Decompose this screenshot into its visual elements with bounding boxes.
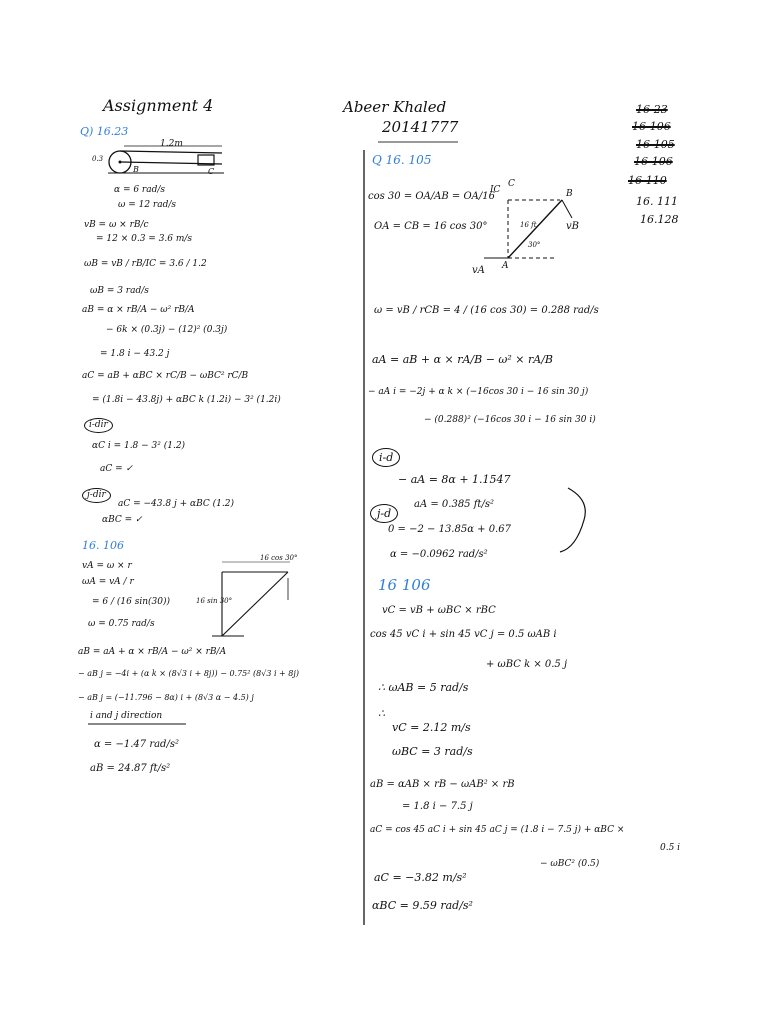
fig-angle-label: 30° bbox=[528, 241, 541, 249]
fig-point-b: B bbox=[133, 165, 139, 174]
checklist-item: 16-23 bbox=[636, 103, 668, 116]
bar-bottom bbox=[120, 162, 222, 164]
fig-va-label: vA bbox=[472, 265, 485, 276]
fig-length-label: 1.2m bbox=[160, 139, 183, 149]
q1623-line: aC = ✓ bbox=[100, 464, 134, 474]
q1623-line: αC i = 1.8 − 3² (1.2) bbox=[92, 441, 186, 451]
checklist-item: 16-110 bbox=[628, 174, 667, 187]
q16106-line: i and j direction bbox=[90, 711, 163, 721]
q1623-line: − 6k × (0.3j) − (12)² (0.3j) bbox=[106, 325, 228, 335]
q16106b-line: = 1.8 i − 7.5 j bbox=[402, 801, 473, 812]
q16105-line: OA = CB = 16 cos 30° bbox=[374, 221, 488, 232]
q1623-line: ωB = 3 rad/s bbox=[90, 286, 149, 296]
q16106-line: − aB j = −4i + (α k × (8√3 i + 8j)) − 0.75² (8√3 i + 8j) bbox=[78, 669, 299, 678]
q16106-line: ω = 0.75 rad/s bbox=[88, 619, 155, 629]
q16106b-line: ∴ bbox=[378, 707, 385, 720]
q1623-line: αBC = ✓ bbox=[102, 515, 143, 525]
q16105-line: aA = 0.385 ft/s² bbox=[414, 499, 494, 510]
q16106b-line: ∴ ωAB = 5 rad/s bbox=[378, 681, 469, 694]
fig-dim-top: 16 cos 30° bbox=[260, 554, 298, 562]
q16105-heading: Q 16. 105 bbox=[372, 153, 432, 167]
fig-radius-label: 0.3 bbox=[92, 155, 104, 163]
fig-a-label: A bbox=[502, 261, 509, 271]
q16105-line: aA = aB + α × rA/B − ω² × rA/B bbox=[372, 353, 553, 366]
q16106b-line: − ωBC² (0.5) bbox=[540, 859, 600, 869]
vb-arrow bbox=[562, 200, 572, 218]
bar-ab bbox=[508, 200, 562, 258]
fig-length-label: 16 ft bbox=[520, 221, 537, 229]
q16105-line: j-d bbox=[370, 504, 398, 523]
q16106-line: aB = 24.87 ft/s² bbox=[90, 763, 171, 774]
fig-dim-side: 16 sin 30° bbox=[196, 597, 233, 605]
checklist-item: 16. 111 bbox=[636, 195, 678, 208]
q16105-line: α = −0.0962 rad/s² bbox=[390, 549, 488, 560]
q16105-line: ω = vB / rCB = 4 / (16 cos 30) = 0.288 rad/s bbox=[374, 305, 599, 316]
q16105-line: i-d bbox=[372, 448, 400, 467]
q16106-line: ωA = vA / r bbox=[82, 577, 134, 587]
q16106-line: vA = ω × r bbox=[82, 561, 132, 571]
q16106b-line: ωBC = 3 rad/s bbox=[392, 745, 473, 758]
q16106b-line: aB = αAB × rB − ωAB² × rB bbox=[370, 779, 515, 790]
figure-16-105 bbox=[484, 200, 572, 258]
q1623-line: = (1.8i − 43.8j) + αBC k (1.2i) − 3² (1.2i) bbox=[92, 395, 281, 405]
fig-b-label: B bbox=[566, 189, 573, 199]
q16106b-line: αBC = 9.59 rad/s² bbox=[372, 899, 473, 912]
fig-ic-label: IC bbox=[490, 185, 501, 195]
q1623-line: j-dir bbox=[82, 488, 111, 503]
bar-top bbox=[120, 151, 222, 153]
brace-stroke bbox=[560, 488, 585, 552]
fig-c-label: C bbox=[508, 179, 515, 189]
q16106-line: − aB j = (−11.796 − 8α) i + (8√3 α − 4.5) j bbox=[78, 693, 254, 702]
assignment-title: Assignment 4 bbox=[103, 96, 214, 115]
q1623-line: vB = ω × rB/c bbox=[84, 220, 149, 230]
checklist-item: 16-106 bbox=[632, 120, 671, 133]
q16106-line: aB = aA + α × rB/A − ω² × rB/A bbox=[78, 647, 227, 657]
given-alpha: α = 6 rad/s bbox=[114, 185, 166, 195]
q16106-heading: 16. 106 bbox=[82, 539, 124, 552]
q1623-line: = 1.8 i − 43.2 j bbox=[100, 349, 170, 359]
q16105-line: cos 30 = OA/AB = OA/16 bbox=[368, 191, 496, 202]
author-name: Abeer Khaled bbox=[343, 98, 447, 116]
q1623-line: i-dir bbox=[84, 418, 113, 433]
q1623-line: = 12 × 0.3 = 3.6 m/s bbox=[96, 234, 193, 244]
student-id: 20141777 bbox=[382, 118, 459, 136]
q16106b-line: cos 45 vC i + sin 45 vC j = 0.5 ωAB i bbox=[370, 629, 557, 640]
fig-vb-label: vB bbox=[566, 221, 579, 232]
checklist-item: 16-105 bbox=[636, 138, 675, 151]
q16105-line: − (0.288)² (−16cos 30 i − 16 sin 30 i) bbox=[424, 415, 596, 425]
checklist-item: 16.128 bbox=[640, 213, 679, 226]
q16106-line: = 6 / (16 sin(30)) bbox=[92, 597, 170, 607]
q16105-line: − aA = 8α + 1.1547 bbox=[398, 473, 511, 486]
q16106b-line: aC = cos 45 aC i + sin 45 aC j = (1.8 i − 7.5 j) + αBC × bbox=[370, 825, 625, 835]
q1623-line: aC = aB + αBC × rC/B − ωBC² rC/B bbox=[82, 371, 249, 381]
q16106b-line: + ωBC k × 0.5 j bbox=[486, 659, 568, 670]
q1623-line: aB = α × rB/A − ω² rB/A bbox=[82, 305, 195, 315]
given-omega: ω = 12 rad/s bbox=[118, 200, 176, 210]
q16105-line: 0 = −2 − 13.85α + 0.67 bbox=[388, 524, 511, 535]
q16106b-line: aC = −3.82 m/s² bbox=[374, 871, 467, 884]
checklist-item: 16-106 bbox=[634, 155, 673, 168]
q16106b-line: vC = vB + ωBC × rBC bbox=[382, 605, 496, 616]
q16106b-line: vC = 2.12 m/s bbox=[392, 721, 471, 734]
q1623-heading: Q) 16.23 bbox=[80, 125, 129, 138]
q1623-line: ωB = vB / rB/IC = 3.6 / 1.2 bbox=[84, 259, 207, 269]
figure-16-23 bbox=[108, 146, 224, 173]
q1623-line: aC = −43.8 j + αBC (1.2) bbox=[118, 499, 234, 509]
q16106b-line: 0.5 i bbox=[660, 843, 681, 853]
q16105-line: − aA i = −2j + α k × (−16cos 30 i − 16 sin 30 j) bbox=[368, 387, 589, 397]
q16106b-heading: 16 106 bbox=[378, 576, 431, 594]
q16106-line: α = −1.47 rad/s² bbox=[94, 739, 179, 750]
fig-point-c: C bbox=[208, 167, 215, 176]
